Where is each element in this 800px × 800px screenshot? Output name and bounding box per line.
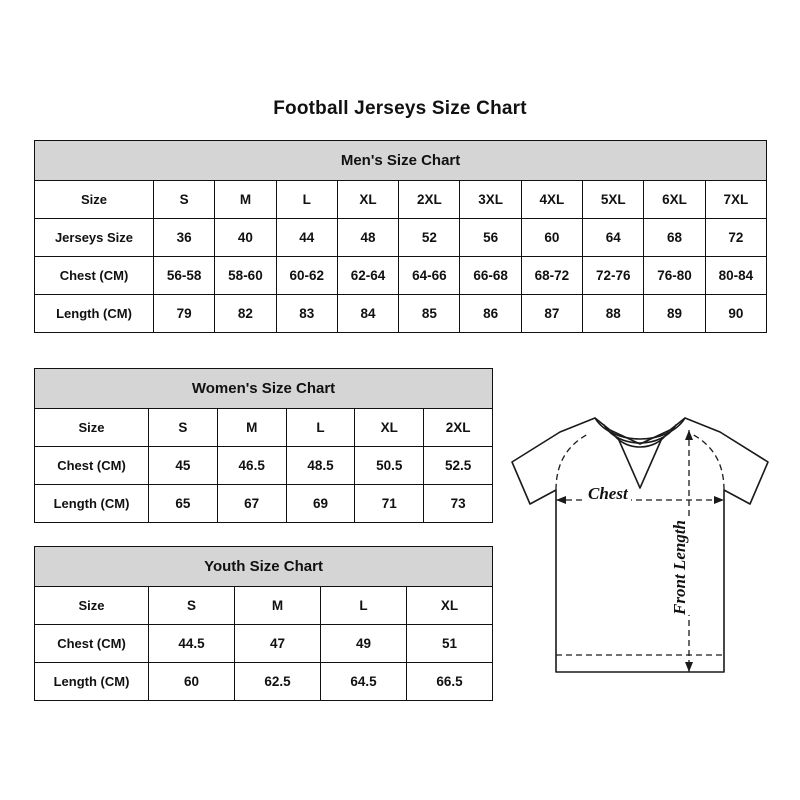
table-row	[35, 663, 493, 701]
table-cell: 48.5	[286, 447, 355, 485]
table-cell: 89	[644, 295, 705, 333]
row-label: Length (CM)	[35, 663, 149, 701]
table-row	[35, 409, 493, 447]
table-cell: 46.5	[217, 447, 286, 485]
jersey-measurement-diagram	[500, 400, 790, 700]
row-label: Chest (CM)	[35, 625, 149, 663]
table-cell: M	[215, 181, 276, 219]
page-title: Football Jerseys Size Chart	[273, 98, 527, 119]
table-row	[35, 257, 767, 295]
row-label: Size	[35, 409, 149, 447]
sleeve-seam-left	[556, 434, 588, 490]
table-cell: 64.5	[321, 663, 407, 701]
table-cell: 60	[149, 663, 235, 701]
table-cell: L	[276, 181, 337, 219]
row-label: Jerseys Size	[35, 219, 154, 257]
table-cell: 62.5	[235, 663, 321, 701]
table-cell: 82	[215, 295, 276, 333]
table-cell: 60-62	[276, 257, 337, 295]
table-cell: 80-84	[705, 257, 766, 295]
front-length-measure-label: Front Length	[670, 520, 689, 615]
table-cell: 68-72	[521, 257, 582, 295]
table-cell: 40	[215, 219, 276, 257]
table-row	[35, 181, 767, 219]
table-cell: 86	[460, 295, 521, 333]
table-cell: 90	[705, 295, 766, 333]
chest-measure-label: Chest	[585, 484, 631, 504]
mens-size-table	[34, 140, 767, 333]
table-cell: 88	[583, 295, 644, 333]
table-cell: M	[235, 587, 321, 625]
table-cell: 68	[644, 219, 705, 257]
table-cell: 51	[407, 625, 493, 663]
table-cell: S	[154, 181, 215, 219]
table-cell: 72-76	[583, 257, 644, 295]
table-cell: 4XL	[521, 181, 582, 219]
table-cell: 56	[460, 219, 521, 257]
table-cell: 65	[149, 485, 218, 523]
youth-table-heading: Youth Size Chart	[35, 547, 493, 587]
table-cell: 76-80	[644, 257, 705, 295]
table-cell: 48	[337, 219, 398, 257]
table-cell: 71	[355, 485, 424, 523]
row-label: Chest (CM)	[35, 257, 154, 295]
table-cell: 3XL	[460, 181, 521, 219]
table-cell: 66.5	[407, 663, 493, 701]
table-cell: M	[217, 409, 286, 447]
table-header-row	[35, 141, 767, 181]
row-label: Chest (CM)	[35, 447, 149, 485]
table-cell: S	[149, 409, 218, 447]
row-label: Length (CM)	[35, 485, 149, 523]
table-cell: 6XL	[644, 181, 705, 219]
table-row	[35, 625, 493, 663]
table-cell: 52.5	[424, 447, 493, 485]
table-cell: XL	[337, 181, 398, 219]
table-cell: 66-68	[460, 257, 521, 295]
womens-size-table	[34, 368, 493, 523]
table-cell: 73	[424, 485, 493, 523]
table-cell: 2XL	[399, 181, 460, 219]
table-cell: 87	[521, 295, 582, 333]
table-cell: 44	[276, 219, 337, 257]
table-cell: 83	[276, 295, 337, 333]
table-cell: 84	[337, 295, 398, 333]
table-cell: 49	[321, 625, 407, 663]
measure-arrowheads	[556, 430, 724, 672]
table-cell: XL	[407, 587, 493, 625]
table-row	[35, 587, 493, 625]
table-cell: L	[286, 409, 355, 447]
table-cell: L	[321, 587, 407, 625]
table-cell: 58-60	[215, 257, 276, 295]
row-label: Size	[35, 181, 154, 219]
table-cell: 2XL	[424, 409, 493, 447]
table-cell: 62-64	[337, 257, 398, 295]
shirt-outline	[512, 418, 768, 672]
table-cell: S	[149, 587, 235, 625]
table-cell: 60	[521, 219, 582, 257]
table-header-row	[35, 369, 493, 409]
table-row	[35, 485, 493, 523]
mens-table-heading: Men's Size Chart	[35, 141, 767, 181]
table-cell: 47	[235, 625, 321, 663]
row-label: Size	[35, 587, 149, 625]
table-cell: 44.5	[149, 625, 235, 663]
table-cell: 79	[154, 295, 215, 333]
table-row	[35, 219, 767, 257]
table-cell: 72	[705, 219, 766, 257]
table-cell: 45	[149, 447, 218, 485]
v-neck	[618, 438, 662, 488]
table-row	[35, 447, 493, 485]
table-cell: 85	[399, 295, 460, 333]
table-cell: 50.5	[355, 447, 424, 485]
table-cell: 67	[217, 485, 286, 523]
table-row	[35, 295, 767, 333]
table-cell: 69	[286, 485, 355, 523]
table-cell: 56-58	[154, 257, 215, 295]
table-cell: 64	[583, 219, 644, 257]
table-cell: 7XL	[705, 181, 766, 219]
womens-table-heading: Women's Size Chart	[35, 369, 493, 409]
table-cell: 52	[399, 219, 460, 257]
sleeve-seam-right	[692, 434, 724, 490]
row-label: Length (CM)	[35, 295, 154, 333]
table-header-row	[35, 547, 493, 587]
table-cell: 64-66	[399, 257, 460, 295]
youth-size-table	[34, 546, 493, 701]
table-cell: 5XL	[583, 181, 644, 219]
table-cell: XL	[355, 409, 424, 447]
table-cell: 36	[154, 219, 215, 257]
